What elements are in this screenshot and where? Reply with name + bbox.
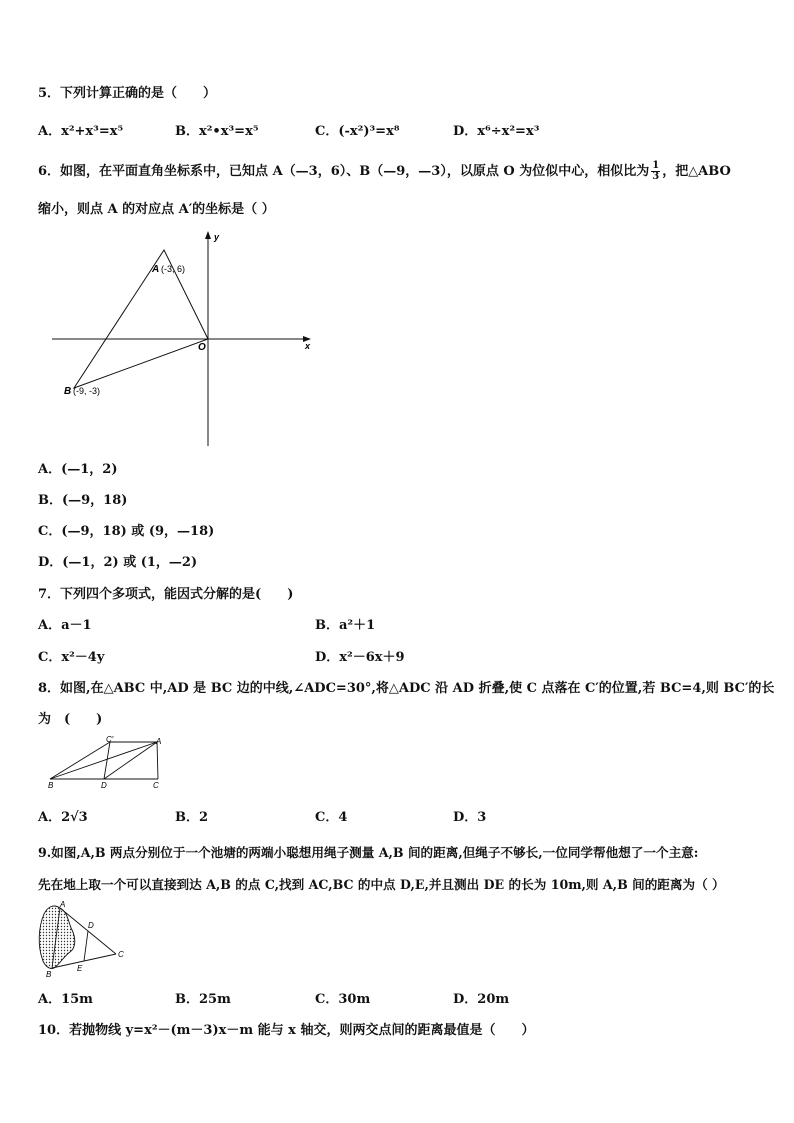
q8-option-b: B．2 — [175, 810, 209, 825]
q9-option-b: B．25m — [175, 992, 231, 1007]
q9-point-e: E — [77, 964, 83, 973]
q5-option-d: D．x⁶÷x²=x³ — [453, 124, 540, 139]
q8-stem-line2: 为 ( ) — [38, 712, 103, 727]
q9-point-c: C — [118, 950, 124, 959]
q8-stem-line1: 8．如图,在△ABC 中,AD 是 BC 边的中线,∠ADC=30°,将△ADC 沿 AD 折叠,使 C 点落在 C′的位置,若 BC=4,则 BC′的长 — [38, 681, 775, 696]
q9-option-d: D．20m — [453, 992, 510, 1007]
q7-stem: 7．下列四个多项式，能因式分解的是( ) — [38, 587, 294, 602]
q5-option-c: C．(-x²)³=x⁸ — [315, 124, 400, 139]
q6-stem-after: ，把△ABO — [662, 164, 731, 179]
q7-option-b: B．a²＋1 — [315, 618, 376, 633]
q6-ratio-numerator: 1 — [652, 160, 660, 171]
q9-option-a: A．15m — [38, 992, 93, 1007]
q8-point-c: C — [153, 781, 159, 790]
q7-option-a: A．a－1 — [38, 618, 92, 633]
q9-pond-figure — [30, 898, 130, 978]
q6-option-d: D．(—1，2) 或 (1，—2) — [38, 555, 198, 570]
y-axis-label: y — [214, 232, 220, 242]
q6-ratio-fraction — [651, 161, 660, 182]
q5-option-b: B．x²•x³=x⁵ — [175, 124, 259, 139]
q6-option-b: B．(—9，18) — [38, 493, 128, 508]
q8-point-b: B — [48, 781, 54, 790]
point-b-label: B — [64, 386, 72, 397]
q9-option-c: C．30m — [315, 992, 371, 1007]
q6-stem-before: 6．如图，在平面直角坐标系中，已知点 A（—3，6）、B（—9，—3），以原点 O 为位似中心，相似比为 — [38, 164, 650, 179]
point-a-coord: (-3, 6) — [161, 264, 186, 274]
q7-option-d: D．x²－6x＋9 — [315, 650, 405, 665]
q9-point-d: D — [88, 921, 94, 930]
q6-stem-line1 — [38, 160, 731, 182]
q7-option-c: C．x²－4y — [38, 650, 105, 665]
x-axis-label: x — [305, 341, 311, 351]
q8-point-c-prime: C′ — [106, 735, 114, 744]
q9-stem-line2: 先在地上取一个可以直接到达 A,B 的点 C,找到 AC,BC 的中点 D,E,并且测出 DE 的长为 10m,则 A,B 间的距离为（ ） — [38, 877, 725, 892]
q8-option-a: A．2√3 — [38, 810, 88, 825]
point-a-label: A — [152, 264, 160, 275]
q9-point-a: A — [60, 900, 66, 909]
q10-stem: 10．若抛物线 y=x²－(m－3)x－m 能与 x 轴交，则两交点间的距离最值是（ ） — [38, 1023, 535, 1038]
q6-ratio-denominator: 3 — [652, 171, 660, 182]
q6-coordinate-figure — [48, 228, 318, 450]
q6-option-a: A．(—1，2) — [38, 462, 118, 477]
origin-label: O — [198, 342, 206, 353]
q8-option-c: C．4 — [315, 810, 348, 825]
q6-stem-line2: 缩小，则点 A 的对应点 A′的坐标是（ ） — [38, 202, 275, 217]
triangle-abo — [74, 250, 208, 388]
q9-stem-line1: 9.如图,A,B 两点分别位于一个池塘的两端小聪想用绳子测量 A,B 间的距离,但绳子不够长,一位同学帮他想了一个主意: — [38, 845, 699, 860]
q5-stem: 5．下列计算正确的是（ ） — [38, 86, 217, 101]
point-b-coord: (-9, -3) — [73, 386, 100, 396]
q6-option-c: C．(—9，18) 或 (9，—18) — [38, 524, 215, 539]
q8-point-d: D — [101, 781, 107, 790]
q8-option-d: D．3 — [453, 810, 487, 825]
q8-triangle-figure — [44, 734, 174, 792]
q5-option-a: A．x²+x³=x⁵ — [38, 124, 124, 139]
q9-point-b: B — [46, 970, 52, 978]
q8-point-a: A — [156, 737, 162, 746]
